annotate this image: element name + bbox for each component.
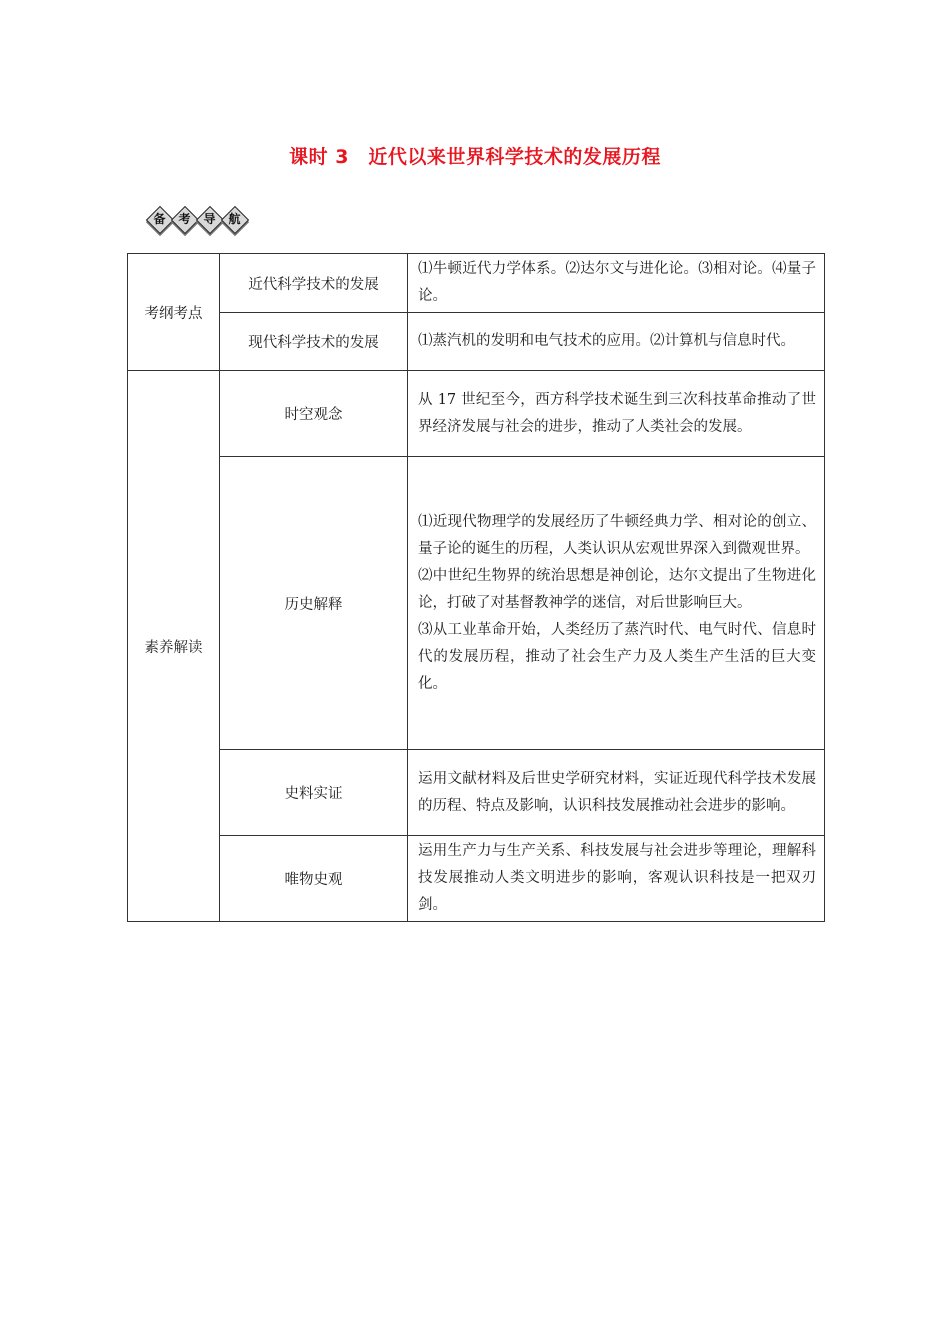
- topic-cell: 历史解释: [220, 457, 408, 750]
- topic-cell: 时空观念: [220, 371, 408, 457]
- table-row: [128, 371, 825, 457]
- topic-cell: 史料实证: [220, 750, 408, 836]
- page-title: 课时 3 近代以来世界科学技术的发展历程: [289, 146, 661, 168]
- table-row: [128, 313, 825, 371]
- topic-cell: 近代科学技术的发展: [220, 254, 408, 313]
- group-label: 考纲考点: [128, 254, 220, 371]
- nav-diamond: 导: [196, 206, 223, 233]
- nav-diamond: 备: [146, 206, 173, 233]
- paragraph: ⑵中世纪生物界的统治思想是神创论，达尔文提出了生物进化论，打破了对基督教神学的迷信，对后世影响巨大。: [418, 567, 816, 611]
- content-cell: ⑴蒸汽机的发明和电气技术的应用。⑵计算机与信息时代。: [408, 313, 825, 371]
- study-guide-table: [127, 253, 825, 922]
- table-row: [128, 750, 825, 836]
- table-row: [128, 457, 825, 750]
- nav-diamond: 航: [221, 206, 248, 233]
- content-cell: 从 17 世纪至今，西方科学技术诞生到三次科技革命推动了世界经济发展与社会的进步，推动了人类社会的发展。: [408, 371, 825, 457]
- nav-diamond: 考: [171, 206, 198, 233]
- table-row: [128, 836, 825, 922]
- section-nav-badge: [146, 206, 246, 233]
- table-row: [128, 254, 825, 313]
- topic-cell: 现代科学技术的发展: [220, 313, 408, 371]
- content-cell: ⑴牛顿近代力学体系。⑵达尔文与进化论。⑶相对论。⑷量子论。: [408, 254, 825, 313]
- paragraph: ⑴近现代物理学的发展经历了牛顿经典力学、相对论的创立、量子论的诞生的历程，人类认识从宏观世界深入到微观世界。: [418, 513, 816, 557]
- content-cell: [408, 457, 825, 750]
- group-label: 素养解读: [128, 371, 220, 922]
- paragraph: ⑶从工业革命开始，人类经历了蒸汽时代、电气时代、信息时代的发展历程，推动了社会生产力及人类生产生活的巨大变化。: [418, 621, 816, 692]
- topic-cell: 唯物史观: [220, 836, 408, 922]
- content-cell: 运用生产力与生产关系、科技发展与社会进步等理论，理解科技发展推动人类文明进步的影响，客观认识科技是一把双刃剑。: [408, 836, 825, 922]
- content-cell: 运用文献材料及后世史学研究材料，实证近现代科学技术发展的历程、特点及影响，认识科技发展推动社会进步的影响。: [408, 750, 825, 836]
